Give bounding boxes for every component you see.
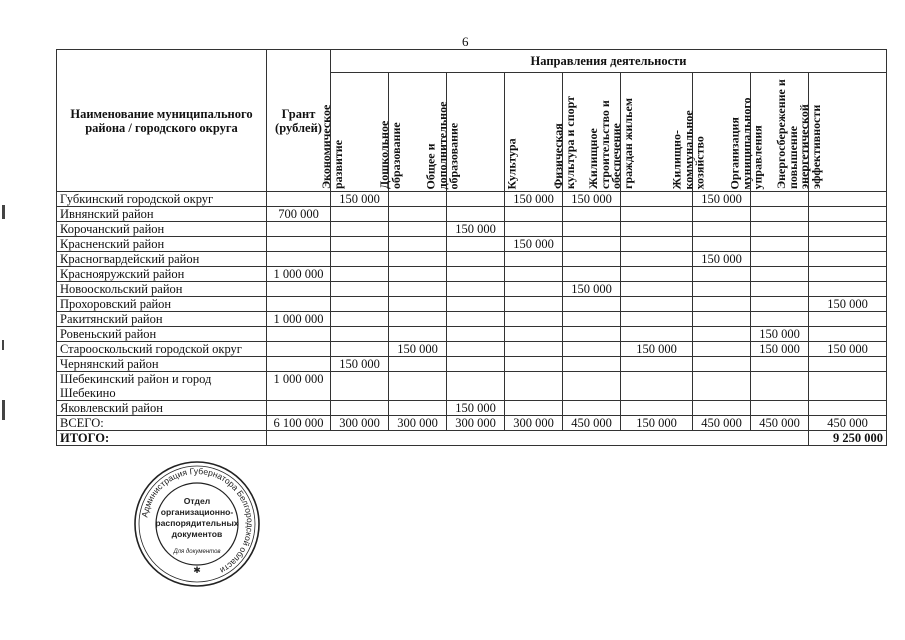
direction-amount: 150 000 [505, 237, 563, 252]
direction-amount [621, 372, 693, 401]
direction-amount [505, 342, 563, 357]
direction-amount [563, 237, 621, 252]
grand-total-label: ИТОГО: [57, 431, 267, 446]
direction-amount [809, 282, 887, 297]
direction-amount [563, 297, 621, 312]
direction-amount [621, 401, 693, 416]
direction-amount [447, 207, 505, 222]
grant-amount [267, 327, 331, 342]
totals-grant: 6 100 000 [267, 416, 331, 431]
direction-amount [751, 237, 809, 252]
direction-amount [751, 267, 809, 282]
direction-amount [751, 372, 809, 401]
table-row [57, 237, 887, 252]
direction-amount [563, 327, 621, 342]
direction-amount [447, 357, 505, 372]
header-direction-label: Организация муниципального управления [727, 97, 765, 189]
direction-amount [331, 297, 389, 312]
grant-amount [267, 237, 331, 252]
direction-amount [809, 237, 887, 252]
direction-amount [389, 312, 447, 327]
direction-amount [505, 267, 563, 282]
totals-direction: 450 000 [693, 416, 751, 431]
direction-amount [809, 267, 887, 282]
direction-amount: 150 000 [331, 357, 389, 372]
district-name: Краснояружский район [57, 267, 267, 282]
table-row [57, 267, 887, 282]
direction-amount [693, 342, 751, 357]
direction-amount [693, 401, 751, 416]
scan-mark [2, 400, 5, 420]
table-row [57, 192, 887, 207]
grand-total-spacer [267, 431, 809, 446]
direction-amount [389, 357, 447, 372]
direction-amount: 150 000 [693, 192, 751, 207]
direction-amount [751, 192, 809, 207]
direction-amount [693, 207, 751, 222]
direction-amount [693, 372, 751, 401]
header-name-column: Наименование муниципального района / городского округа [57, 50, 267, 192]
direction-amount: 150 000 [809, 342, 887, 357]
direction-amount [505, 357, 563, 372]
svg-text:распорядительных: распорядительных [155, 518, 239, 528]
direction-amount [389, 192, 447, 207]
direction-amount [809, 357, 887, 372]
district-name: Корочанский район [57, 222, 267, 237]
direction-amount: 150 000 [505, 192, 563, 207]
direction-amount [447, 327, 505, 342]
direction-amount [505, 401, 563, 416]
grant-amount [267, 282, 331, 297]
direction-amount [751, 222, 809, 237]
direction-amount: 150 000 [331, 192, 389, 207]
totals-row [57, 416, 887, 431]
svg-text:✱: ✱ [193, 566, 201, 576]
direction-amount [621, 252, 693, 267]
direction-amount [693, 282, 751, 297]
direction-amount [505, 312, 563, 327]
totals-direction: 300 000 [447, 416, 505, 431]
page-number: 6 [462, 34, 469, 49]
table-row [57, 252, 887, 267]
direction-amount [621, 222, 693, 237]
direction-amount [563, 312, 621, 327]
grant-amount [267, 401, 331, 416]
table-row [57, 401, 887, 416]
direction-amount [693, 267, 751, 282]
direction-amount [389, 282, 447, 297]
direction-amount [563, 267, 621, 282]
direction-amount [621, 207, 693, 222]
direction-amount [563, 401, 621, 416]
direction-amount: 150 000 [751, 327, 809, 342]
direction-amount [563, 357, 621, 372]
direction-amount: 150 000 [809, 297, 887, 312]
header-grant-column: Грант (рублей) [267, 50, 331, 192]
table-row [57, 342, 887, 357]
direction-amount: 150 000 [447, 401, 505, 416]
direction-amount [563, 342, 621, 357]
header-direction-label: Физическая культура и спорт [551, 95, 577, 189]
grant-amount: 700 000 [267, 207, 331, 222]
header-directions-title: Направления деятельности [331, 50, 887, 73]
svg-text:Для документов: Для документов [173, 549, 221, 555]
district-name: Ивнянский район [57, 207, 267, 222]
district-name: Ровеньский район [57, 327, 267, 342]
table-row [57, 282, 887, 297]
table-row [57, 222, 887, 237]
direction-amount [389, 237, 447, 252]
grant-amount [267, 222, 331, 237]
direction-amount [809, 192, 887, 207]
header-direction-label: Дошкольное образование [377, 120, 403, 189]
direction-amount [751, 401, 809, 416]
direction-amount [331, 312, 389, 327]
direction-amount [621, 312, 693, 327]
direction-amount: 150 000 [389, 342, 447, 357]
district-name: Прохоровский район [57, 297, 267, 312]
direction-amount [563, 372, 621, 401]
header-direction-label: Культура [504, 137, 519, 189]
direction-amount: 150 000 [751, 342, 809, 357]
table-row [57, 372, 887, 401]
direction-amount: 150 000 [621, 342, 693, 357]
direction-amount [505, 282, 563, 297]
header-direction-label: Общее и дополнительное образование [423, 101, 461, 189]
header-direction [423, 73, 505, 192]
direction-amount [389, 267, 447, 282]
direction-amount [693, 312, 751, 327]
svg-text:Отдел: Отдел [183, 496, 211, 506]
direction-amount [505, 207, 563, 222]
grand-total-row [57, 431, 887, 446]
official-stamp [133, 460, 261, 588]
direction-amount: 150 000 [447, 222, 505, 237]
totals-direction: 450 000 [809, 416, 887, 431]
direction-amount [389, 297, 447, 312]
district-name: Губкинский городской округ [57, 192, 267, 207]
grant-amount [267, 342, 331, 357]
direction-amount [809, 312, 887, 327]
direction-amount [751, 282, 809, 297]
grants-table [56, 49, 887, 446]
totals-direction: 300 000 [505, 416, 563, 431]
direction-amount [389, 327, 447, 342]
scan-mark [2, 205, 5, 219]
direction-amount [809, 207, 887, 222]
header-direction-label: Экономическое развитие [319, 104, 345, 189]
district-name: Красненский район [57, 237, 267, 252]
direction-amount [563, 222, 621, 237]
table-row [57, 312, 887, 327]
district-name: Яковлевский район [57, 401, 267, 416]
direction-amount [505, 372, 563, 401]
table-row [57, 207, 887, 222]
totals-direction: 300 000 [389, 416, 447, 431]
direction-amount [505, 222, 563, 237]
direction-amount [447, 192, 505, 207]
direction-amount [751, 357, 809, 372]
district-name: Новооскольский район [57, 282, 267, 297]
grant-amount: 1 000 000 [267, 312, 331, 327]
direction-amount [447, 312, 505, 327]
grant-amount [267, 357, 331, 372]
direction-amount: 150 000 [563, 192, 621, 207]
header-direction [774, 73, 887, 192]
header-direction-label: Жилищное строительство и обеспечение граждан жильем [586, 97, 635, 189]
direction-amount [447, 267, 505, 282]
direction-amount [331, 342, 389, 357]
direction-amount [809, 252, 887, 267]
direction-amount [447, 237, 505, 252]
direction-amount [389, 401, 447, 416]
direction-amount [389, 207, 447, 222]
direction-amount [505, 327, 563, 342]
totals-direction: 150 000 [621, 416, 693, 431]
grand-total-value: 9 250 000 [809, 431, 887, 446]
direction-amount: 150 000 [693, 252, 751, 267]
direction-amount [505, 252, 563, 267]
direction-amount [809, 372, 887, 401]
district-name: Чернянский район [57, 357, 267, 372]
direction-amount [621, 237, 693, 252]
direction-amount [693, 237, 751, 252]
direction-amount [751, 252, 809, 267]
header-direction-label: Жилищно-коммунальное хозяйство [669, 109, 707, 189]
grant-amount [267, 297, 331, 312]
direction-amount [621, 267, 693, 282]
direction-amount [331, 237, 389, 252]
direction-amount [563, 252, 621, 267]
direction-amount [809, 222, 887, 237]
direction-amount [505, 297, 563, 312]
direction-amount [693, 357, 751, 372]
header-direction-label: Энергосбережение и повышение энергетической эффективности [774, 79, 823, 189]
scan-mark [2, 340, 4, 350]
direction-amount [621, 192, 693, 207]
direction-amount [693, 327, 751, 342]
direction-amount [693, 297, 751, 312]
district-name: Шебекинский район и город Шебекино [57, 372, 267, 401]
direction-amount [447, 342, 505, 357]
direction-amount: 150 000 [563, 282, 621, 297]
direction-amount [621, 327, 693, 342]
direction-amount [621, 357, 693, 372]
direction-amount [447, 297, 505, 312]
totals-direction: 300 000 [331, 416, 389, 431]
svg-text:документов: документов [171, 529, 223, 539]
district-name: Ракитянский район [57, 312, 267, 327]
grant-amount [267, 252, 331, 267]
totals-direction: 450 000 [751, 416, 809, 431]
direction-amount [621, 297, 693, 312]
grant-amount: 1 000 000 [267, 267, 331, 282]
direction-amount [809, 327, 887, 342]
direction-amount [809, 401, 887, 416]
direction-amount [389, 252, 447, 267]
svg-text:организационно-: организационно- [160, 507, 234, 517]
svg-text:Администрация Губернатора Белг: Администрация Губернатора Белгородской области [139, 465, 256, 576]
table-row [57, 357, 887, 372]
table-row [57, 327, 887, 342]
table-row [57, 297, 887, 312]
direction-amount [693, 222, 751, 237]
totals-direction: 450 000 [563, 416, 621, 431]
direction-amount [331, 327, 389, 342]
direction-amount [447, 372, 505, 401]
direction-amount [447, 282, 505, 297]
grant-amount: 1 000 000 [267, 372, 331, 401]
direction-amount [331, 267, 389, 282]
grant-amount [267, 192, 331, 207]
direction-amount [331, 282, 389, 297]
direction-amount [389, 372, 447, 401]
direction-amount [331, 222, 389, 237]
direction-amount [331, 372, 389, 401]
direction-amount [751, 207, 809, 222]
direction-amount [389, 222, 447, 237]
direction-amount [447, 252, 505, 267]
direction-amount [563, 207, 621, 222]
direction-amount [331, 401, 389, 416]
direction-amount [621, 282, 693, 297]
direction-amount [751, 312, 809, 327]
direction-amount [331, 207, 389, 222]
district-name: Красногвардейский район [57, 252, 267, 267]
totals-label: ВСЕГО: [57, 416, 267, 431]
direction-amount [331, 252, 389, 267]
district-name: Старооскольский городской округ [57, 342, 267, 357]
direction-amount [751, 297, 809, 312]
